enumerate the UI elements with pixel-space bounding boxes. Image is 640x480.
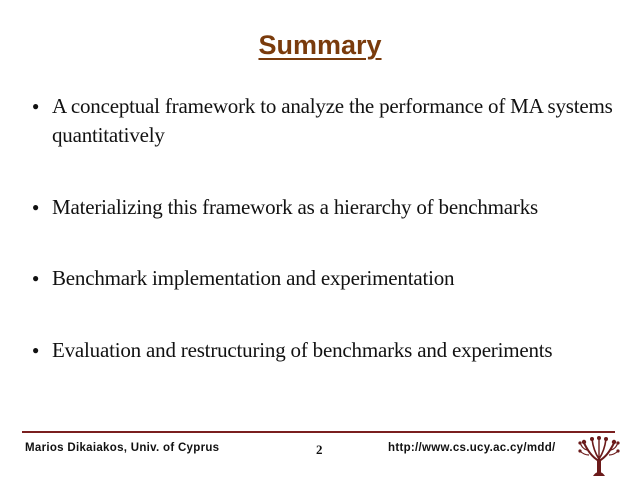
slide-title (0, 30, 640, 61)
bullet-dot-icon: ● (32, 200, 40, 214)
bullet-dot-icon: ● (32, 271, 40, 285)
footer-url-link[interactable]: http://www.cs.ucy.ac.cy/mdd/ (388, 442, 556, 454)
bullet-text: Evaluation and restructuring of benchmarks and experiments (52, 338, 553, 362)
tree-logo-icon (578, 435, 620, 477)
bullet-text: A conceptual framework to analyze the performance of MA systems quantitatively (52, 94, 613, 147)
footer-divider (22, 431, 615, 433)
bullet-text: Benchmark implementation and experimentation (52, 266, 455, 290)
bullet-text: Materializing this framework as a hierarchy of benchmarks (52, 195, 538, 219)
bullet-dot-icon: ● (32, 343, 40, 357)
bullet-item (22, 193, 622, 222)
bullet-item (22, 264, 622, 293)
slide-title-text: Summary (258, 30, 382, 60)
footer-author: Marios Dikaiakos, Univ. of Cyprus (25, 442, 220, 454)
page-number: 2 (316, 442, 323, 457)
bullet-dot-icon: ● (32, 99, 40, 113)
bullet-item (22, 336, 622, 365)
bullet-item (22, 92, 622, 150)
